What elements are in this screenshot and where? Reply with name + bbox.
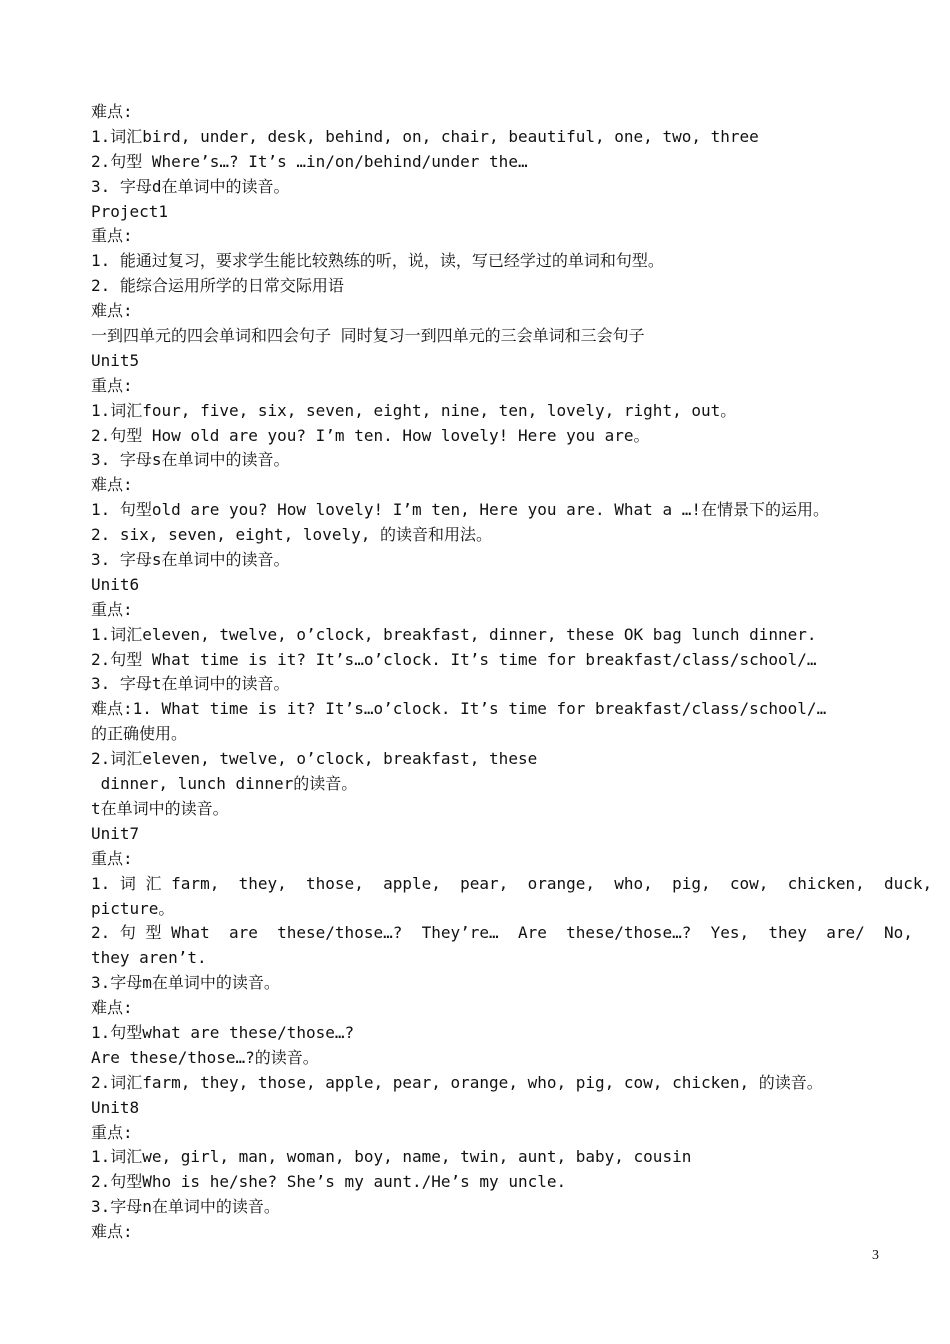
text-line-heading: 难点: — [91, 475, 133, 495]
section-title: Unit6 — [91, 574, 140, 594]
text-line: t在单词中的读音。 — [91, 798, 229, 818]
text-line: they aren’t. — [91, 948, 207, 968]
text-line: 1.词汇bird, under, desk, behind, on, chair, beautiful, one, two, three — [91, 126, 759, 146]
text-line: 1.词汇eleven, twelve, o’clock, breakfast, dinner, these OK bag lunch dinner. — [91, 624, 817, 644]
text-line-heading: 难点: — [91, 998, 133, 1018]
text-line: 3.字母n在单词中的读音。 — [91, 1197, 280, 1217]
text-line-heading: 难点: — [91, 301, 133, 321]
section-title: Unit5 — [91, 350, 140, 370]
text-line: 2.句型Who is he/she? She’s my aunt./He’s my uncle. — [91, 1172, 567, 1192]
text-line: 2.词汇eleven, twelve, o’clock, breakfast, these — [91, 749, 538, 769]
section-title: Unit8 — [91, 1097, 140, 1117]
text-line: 2.句型 What time is it? It’s…o’clock. It’s time for breakfast/class/school/… — [91, 649, 817, 669]
document-body — [91, 100, 933, 1245]
text-line-heading: 难点: — [91, 102, 133, 121]
text-line: picture。 — [91, 898, 175, 918]
text-line-heading: 重点: — [91, 226, 133, 246]
text-line: 3. 字母s在单词中的读音。 — [91, 550, 290, 570]
text-line-heading: 重点: — [91, 848, 133, 868]
text-line: 1.句型what are these/those…? — [91, 1022, 355, 1042]
text-line: 难点:1. What time is it? It’s…o’clock. It’s time for breakfast/class/school/… — [91, 699, 827, 719]
text-line: 2. 句 型 What are these/those…? They’re… Are these/those…? Yes, they are/ No, — [91, 923, 913, 943]
text-line: 3.字母m在单词中的读音。 — [91, 973, 280, 993]
text-line: 2. 能综合运用所学的日常交际用语 — [91, 276, 344, 296]
text-line: 1.词汇we, girl, man, woman, boy, name, twin, aunt, baby, cousin — [91, 1147, 692, 1167]
text-line: 2.句型 How old are you? I’m ten. How lovely! Here you are。 — [91, 425, 650, 445]
text-line: 3. 字母t在单词中的读音。 — [91, 674, 290, 694]
text-line: 3. 字母d在单词中的读音。 — [91, 176, 290, 196]
text-line: 1. 词 汇 farm, they, those, apple, pear, orange, who, pig, cow, chicken, duck, — [91, 873, 933, 893]
section-title: Project1 — [91, 201, 169, 221]
text-line: 3. 字母s在单词中的读音。 — [91, 450, 290, 470]
text-line: 2.句型 Where’s…? It’s …in/on/behind/under the… — [91, 151, 528, 171]
text-line: 2.词汇farm, they, those, apple, pear, orange, who, pig, cow, chicken, 的读音。 — [91, 1072, 823, 1092]
text-line: 一到四单元的四会单词和四会句子 同时复习一到四单元的三会单词和三会句子 — [91, 326, 645, 346]
text-line-heading: 重点: — [91, 599, 133, 619]
text-line: Are these/those…?的读音。 — [91, 1047, 319, 1067]
text-line: 1.词汇four, five, six, seven, eight, nine, ten, lovely, right, out。 — [91, 400, 737, 420]
text-line-heading: 重点: — [91, 1122, 133, 1142]
text-line-heading: 难点: — [91, 1222, 133, 1242]
page-number: 3 — [872, 1248, 879, 1263]
text-line-heading: 重点: — [91, 375, 133, 395]
text-line: 1. 句型old are you? How lovely! I’m ten, Here you are. What a …!在情景下的运用。 — [91, 500, 829, 520]
section-title: Unit7 — [91, 823, 140, 843]
text-line: dinner, lunch dinner的读音。 — [91, 774, 358, 794]
text-line: 的正确使用。 — [91, 724, 188, 744]
text-line: 1. 能通过复习，要求学生能比较熟练的听，说，读，写已经学过的单词和句型。 — [91, 251, 664, 271]
text-line: 2. six, seven, eight, lovely, 的读音和用法。 — [91, 525, 492, 545]
